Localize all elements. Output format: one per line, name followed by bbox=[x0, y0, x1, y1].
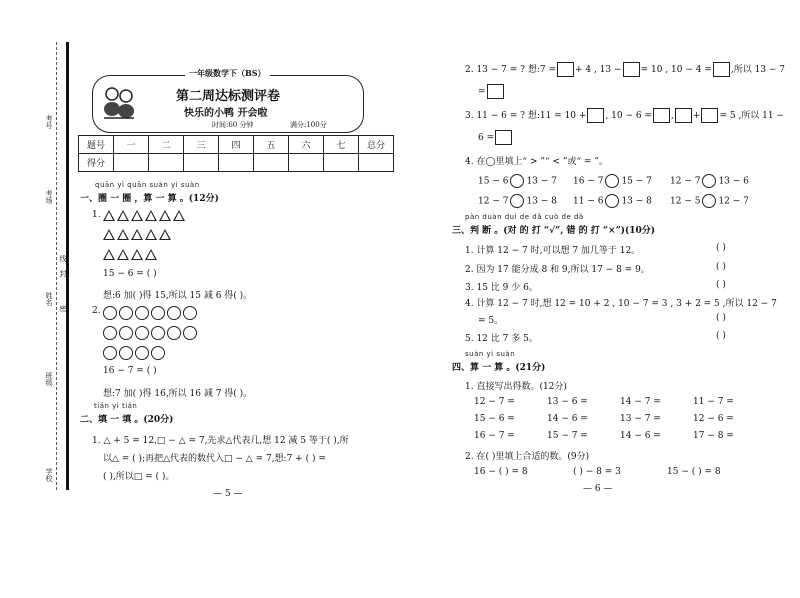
r-q3-text-c: , bbox=[671, 111, 674, 121]
score-input-cell[interactable] bbox=[324, 154, 359, 172]
binding-line bbox=[66, 42, 69, 490]
triangle-icon bbox=[103, 210, 115, 221]
calc-item: 16 − 7 = bbox=[474, 431, 515, 441]
judge-answer[interactable]: ( ) bbox=[716, 280, 726, 290]
score-input-cell[interactable] bbox=[219, 154, 254, 172]
section1-pinyin: quān yì quān suàn yi suàn bbox=[95, 181, 200, 189]
compare-left: 12 − 5 bbox=[670, 196, 701, 207]
page-number-right: — 6 — bbox=[583, 484, 613, 494]
calc-item: 12 − 7 = bbox=[474, 397, 515, 407]
triangle-row-3 bbox=[103, 249, 159, 263]
circle-row-3 bbox=[103, 346, 167, 363]
score-cell: 总分 bbox=[359, 136, 394, 154]
side-label-mi: 密 bbox=[59, 305, 67, 312]
answer-box[interactable] bbox=[587, 108, 604, 123]
section3-pinyin: pàn duàn duì de dǎ cuò de dǎ bbox=[465, 213, 584, 221]
judge-item: 5. 12 比 7 多 5。 bbox=[465, 334, 538, 344]
compare-item bbox=[478, 194, 557, 208]
r-q3-text-e: = 5 ,所以 11 − bbox=[719, 111, 785, 121]
section2-pinyin: tián yi tián bbox=[94, 402, 138, 410]
triangle-icon bbox=[131, 229, 143, 240]
circle-icon bbox=[119, 326, 133, 340]
compare-right: 15 − 7 bbox=[621, 176, 652, 187]
side-label-class: 班级 bbox=[45, 372, 53, 386]
answer-box[interactable] bbox=[713, 62, 730, 77]
calc-item: 17 − 8 = bbox=[693, 431, 734, 441]
section3-title: 三、判 断 。(对 的 打 “√”, 错 的 打 “×”)(10分) bbox=[452, 226, 656, 236]
score-input-cell[interactable] bbox=[114, 154, 149, 172]
answer-box[interactable] bbox=[675, 108, 692, 123]
side-label-room: 考场 bbox=[45, 190, 53, 204]
s2-q1-line1: 1. △ + 5 = 12,□ − △ = 7,先求△代表几,想 12 减 5 等于( ),所 bbox=[92, 436, 349, 446]
triangle-icon bbox=[145, 229, 157, 240]
compare-circle[interactable] bbox=[702, 194, 716, 208]
circle-icon bbox=[103, 306, 117, 320]
r-q2-text-a: 2. 13 − 7 = ? 想:7 = bbox=[465, 65, 556, 75]
judge-item: 3. 15 比 9 少 6。 bbox=[465, 283, 538, 293]
triangle-icon bbox=[117, 229, 129, 240]
r-q2-text-b: + 4 , 13 − bbox=[575, 65, 622, 75]
compare-left: 15 − 6 bbox=[478, 176, 509, 187]
triangle-icon bbox=[131, 249, 143, 260]
compare-circle[interactable] bbox=[510, 174, 524, 188]
circle-icon bbox=[119, 306, 133, 320]
judge-answer[interactable]: ( ) bbox=[716, 243, 726, 253]
calc-item: 14 − 6 = bbox=[620, 431, 661, 441]
triangle-icon bbox=[117, 249, 129, 260]
compare-item bbox=[670, 174, 749, 188]
fill-item: 15 − ( ) = 8 bbox=[667, 467, 721, 477]
compare-circle[interactable] bbox=[605, 194, 619, 208]
q2-label: 2. bbox=[92, 306, 101, 316]
section4-title: 四、算 一 算 。(21分) bbox=[452, 363, 546, 373]
side-label-feng: 封 bbox=[59, 270, 67, 277]
calc-item: 12 − 6 = bbox=[693, 414, 734, 424]
page-subtitle: 快乐的小鸭 开会啦 bbox=[184, 108, 268, 119]
triangle-icon bbox=[145, 210, 157, 221]
compare-right: 12 − 7 bbox=[718, 196, 749, 207]
calc-item: 15 − 6 = bbox=[474, 414, 515, 424]
compare-item bbox=[478, 174, 557, 188]
answer-box[interactable] bbox=[495, 130, 512, 145]
q1-reasoning: 想:6 加( )得 15,所以 15 减 6 得( )。 bbox=[103, 291, 253, 301]
triangle-icon bbox=[103, 229, 115, 240]
score-table-header-row bbox=[79, 136, 394, 154]
circle-icon bbox=[135, 306, 149, 320]
score-cell: 四 bbox=[219, 136, 254, 154]
q2-reasoning: 想:7 加( )得 16,所以 16 减 7 得( )。 bbox=[103, 389, 253, 399]
page-number-left: — 5 — bbox=[213, 489, 243, 499]
q1-expression: 15 − 6 = ( ) bbox=[103, 269, 157, 279]
compare-item bbox=[573, 174, 652, 188]
score-input-cell[interactable] bbox=[289, 154, 324, 172]
compare-left: 16 − 7 bbox=[573, 176, 604, 187]
compare-right: 13 − 8 bbox=[526, 196, 557, 207]
circle-icon bbox=[135, 346, 149, 360]
calc-item: 14 − 7 = bbox=[620, 397, 661, 407]
judge-item: 4. 计算 12 − 7 时,想 12 = 10 + 2 , 10 − 7 = 3 , 3 + 2 = 5 ,所以 12 − 7 bbox=[465, 299, 777, 309]
r-q2-text-d: ,所以 13 − 7 bbox=[730, 65, 786, 75]
compare-circle[interactable] bbox=[605, 174, 619, 188]
s2-q1-line2: 以△ = ( );再把△代表的数代入□ − △ = 7,想:7 + ( ) = bbox=[103, 454, 326, 464]
triangle-icon bbox=[103, 249, 115, 260]
circle-icon bbox=[183, 306, 197, 320]
calc-item: 11 − 7 = bbox=[693, 397, 734, 407]
score-cell: 三 bbox=[184, 136, 219, 154]
calc-item: 13 − 7 = bbox=[620, 414, 661, 424]
full-score: 满分:100分 bbox=[290, 121, 327, 129]
judge-item: 2. 因为 17 能分成 8 和 9,所以 17 − 8 = 9。 bbox=[465, 265, 650, 275]
compare-right: 13 − 6 bbox=[718, 176, 749, 187]
circle-icon bbox=[151, 326, 165, 340]
triangle-row-1 bbox=[103, 210, 187, 224]
grade-label: 一年级数学下（BS） bbox=[185, 68, 270, 79]
compare-circle[interactable] bbox=[702, 174, 716, 188]
r-q2-line1 bbox=[465, 62, 785, 77]
circle-icon bbox=[183, 326, 197, 340]
answer-box[interactable] bbox=[653, 108, 670, 123]
side-label-name: 姓名 bbox=[45, 292, 53, 306]
cut-line bbox=[56, 42, 58, 490]
score-input-cell[interactable] bbox=[184, 154, 219, 172]
compare-item bbox=[573, 194, 652, 208]
r-q3-line1 bbox=[465, 108, 784, 123]
fill-item: 16 − ( ) = 8 bbox=[474, 467, 528, 477]
section4-pinyin: suàn yi suàn bbox=[465, 350, 516, 358]
circle-row-2 bbox=[103, 326, 199, 343]
triangle-row-2 bbox=[103, 229, 173, 243]
judge-answer[interactable]: ( ) bbox=[716, 262, 726, 272]
triangle-icon bbox=[159, 210, 171, 221]
circle-icon bbox=[103, 326, 117, 340]
page-title: 第二周达标测评卷 bbox=[176, 89, 281, 104]
compare-item bbox=[670, 194, 749, 208]
answer-box[interactable] bbox=[623, 62, 640, 77]
score-cell: 二 bbox=[149, 136, 184, 154]
s4-q1-title: 1. 直接写出得数。(12分) bbox=[465, 382, 567, 392]
side-label-school: 学校 bbox=[45, 468, 53, 482]
circle-icon bbox=[103, 346, 117, 360]
r-q3-line2 bbox=[478, 130, 513, 145]
score-cell: 一 bbox=[114, 136, 149, 154]
fill-item: ( ) − 8 = 3 bbox=[573, 467, 621, 477]
compare-left: 11 − 6 bbox=[573, 196, 604, 207]
side-label-exam-no: 考号 bbox=[45, 115, 53, 129]
time-limit: 时间:60 分钟 bbox=[212, 121, 254, 129]
circle-icon bbox=[167, 306, 181, 320]
judge-answer[interactable]: ( ) bbox=[716, 331, 726, 341]
score-input-cell[interactable] bbox=[359, 154, 394, 172]
score-cell: 六 bbox=[289, 136, 324, 154]
triangle-icon bbox=[131, 210, 143, 221]
compare-circle[interactable] bbox=[510, 194, 524, 208]
r-q3-text-a: 3. 11 − 6 = ? 想:11 = 10 + bbox=[465, 111, 587, 121]
ducks-illustration bbox=[100, 82, 138, 122]
circle-icon bbox=[151, 306, 165, 320]
q2-expression: 16 − 7 = ( ) bbox=[103, 366, 157, 376]
circle-row-1 bbox=[103, 306, 199, 323]
score-cell: 五 bbox=[254, 136, 289, 154]
compare-left: 12 − 7 bbox=[478, 196, 509, 207]
triangle-icon bbox=[117, 210, 129, 221]
section2-title: 二、填 一 填 。(20分) bbox=[80, 415, 174, 425]
score-table-score-row bbox=[79, 154, 394, 172]
triangle-icon bbox=[159, 229, 171, 240]
score-cell: 得分 bbox=[79, 154, 114, 172]
score-cell: 七 bbox=[324, 136, 359, 154]
answer-box[interactable] bbox=[487, 84, 504, 99]
answer-box[interactable] bbox=[557, 62, 574, 77]
judge-answer[interactable]: ( ) bbox=[716, 313, 726, 323]
calc-item: 15 − 7 = bbox=[547, 431, 588, 441]
section1-title: 一、圈 一 圈 ，算 一 算 。(12分) bbox=[80, 194, 219, 204]
r-q3-text-b: , 10 − 6 = bbox=[605, 111, 653, 121]
score-cell: 题号 bbox=[79, 136, 114, 154]
q1-label: 1. bbox=[92, 210, 101, 220]
r-q2-line2 bbox=[478, 84, 505, 99]
r-q2-text-c: = 10 , 10 − 4 = bbox=[640, 65, 712, 75]
triangle-icon bbox=[173, 210, 185, 221]
compare-right: 13 − 8 bbox=[621, 196, 652, 207]
s2-q1-line3: ( ),所以□ = ( )。 bbox=[103, 472, 175, 482]
side-label-xian: 线 bbox=[59, 255, 67, 262]
calc-item: 14 − 6 = bbox=[547, 414, 588, 424]
score-input-cell[interactable] bbox=[149, 154, 184, 172]
score-input-cell[interactable] bbox=[254, 154, 289, 172]
triangle-icon bbox=[145, 249, 157, 260]
compare-right: 13 − 7 bbox=[526, 176, 557, 187]
score-table bbox=[78, 135, 394, 172]
circle-icon bbox=[119, 346, 133, 360]
r-q4-title: 4. 在◯里填上“ > ”“ < ”或“ = ”。 bbox=[465, 157, 608, 167]
judge-item: 1. 计算 12 − 7 时,可以想 7 加几等于 12。 bbox=[465, 246, 641, 256]
compare-left: 12 − 7 bbox=[670, 176, 701, 187]
r-q2-text-e: = bbox=[478, 87, 486, 97]
r-q3-text-f: 6 = bbox=[478, 133, 495, 143]
circle-icon bbox=[135, 326, 149, 340]
s4-q2-title: 2. 在( )里填上合适的数。(9分) bbox=[465, 452, 590, 462]
calc-item: 13 − 6 = bbox=[547, 397, 588, 407]
circle-icon bbox=[167, 326, 181, 340]
answer-box[interactable] bbox=[701, 108, 718, 123]
r-q3-text-d: + bbox=[692, 111, 701, 121]
circle-icon bbox=[151, 346, 165, 360]
judge-item-cont: = 5。 bbox=[478, 316, 504, 326]
